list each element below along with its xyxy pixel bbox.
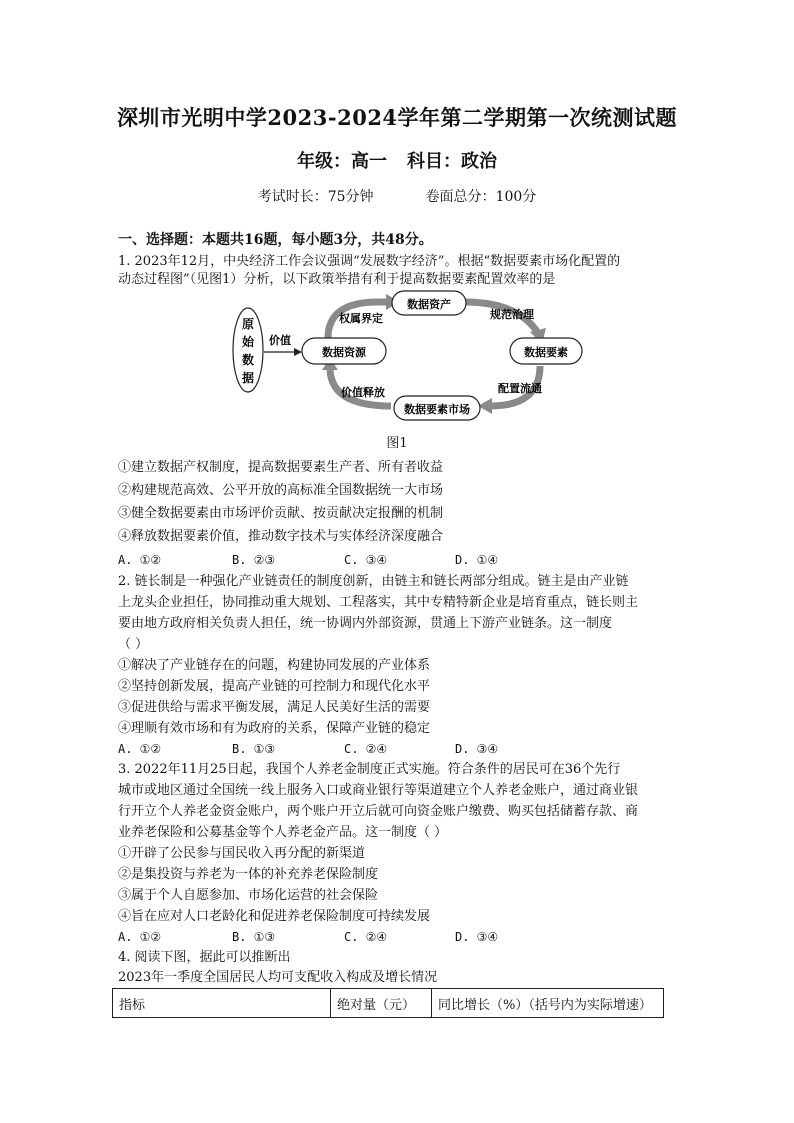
table-header-row	[113, 989, 664, 1018]
q3-stem-line: 3. 2022年11月25日起，我国个人养老金制度正式实施。符合条件的居民可在36个先行	[118, 762, 621, 777]
q3-statement: ③属于个人自愿参加、市场化运营的社会保险	[118, 888, 379, 903]
q3-option-b: B. ①③	[232, 930, 276, 944]
edge-circulation: 配置流通	[498, 382, 542, 395]
q2-answer-blank: （ ）	[118, 637, 149, 652]
subject-label: 科目：政治	[407, 151, 497, 172]
edge-governance: 规范治理	[490, 308, 534, 321]
q3-stem-line: 行开立个人养老金资金账户，两个账户开立后就可向资金账户缴费、购买包括储蓄存款、商	[118, 804, 639, 819]
duration-label: 考试时长：75分钟	[257, 189, 374, 205]
q4-stem: 4. 阅读下图，据此可以推断出	[118, 950, 291, 965]
q1-option-b: B. ②③	[232, 553, 276, 567]
svg-text:数: 数	[241, 353, 255, 367]
q1-statement: ④释放数据要素价值，推动数字技术与实体经济深度融合	[118, 529, 444, 544]
q2-stem-line: 2. 链长制是一种强化产业链责任的制度创新，由链主和链长两部分组成。链主是由产业链	[118, 574, 629, 589]
q1-option-c: C. ③④	[344, 553, 388, 567]
q3-statement: ①开辟了公民参与国民收入再分配的新渠道	[118, 846, 366, 861]
q1-stem-line: 动态过程图”（见图1）分析，以下政策举措有利于提高数据要素配置效率的是	[118, 272, 556, 287]
value-label: 价值	[269, 334, 291, 347]
node-data-element: 数据要素	[524, 346, 568, 359]
figure-caption: 图1	[386, 436, 408, 451]
q1-statement: ①建立数据产权制度，提高数据要素生产者、所有者收益	[118, 460, 444, 475]
grade-label: 年级：高一	[297, 151, 387, 172]
grade-subject-line	[0, 147, 794, 173]
q2-statement: ④理顺有效市场和有为政府的关系，保障产业链的稳定	[118, 721, 431, 736]
q3-option-a: A. ①②	[118, 930, 162, 944]
exam-meta-line	[0, 186, 794, 206]
q3-stem-line: 城市或地区通过全国统一线上服务入口或商业银行等渠道建立个人养老金账户，通过商业银	[118, 783, 639, 798]
node-data-asset: 数据资产	[407, 298, 451, 311]
q2-statement: ①解决了产业链存在的问题，构建协同发展的产业体系	[118, 658, 431, 673]
q1-stem-line: 1. 2023年12月，中央经济工作会议强调“发展数字经济”。根据“数据要素市场化配置的	[118, 254, 621, 269]
q2-option-d: D. ③④	[455, 742, 499, 756]
table-header-cell: 同比增长（%）（括号内为实际增速）	[432, 989, 664, 1018]
q3-option-c: C. ②④	[344, 930, 388, 944]
q3-option-d: D. ③④	[455, 930, 499, 944]
q3-statement: ②是集投资与养老为一体的补充养老保险制度	[118, 867, 379, 882]
node-data-resource: 数据资源	[322, 346, 366, 359]
q4-table-title: 2023年一季度全国居民人均可支配收入构成及增长情况	[118, 970, 438, 985]
q2-stem-line: 上龙头企业担任，协同推动重大规划、工程落实，其中专精特新企业是培育重点，链长则主	[118, 595, 639, 610]
q1-statement: ②构建规范高效、公平开放的高标准全国数据统一大市场	[118, 483, 444, 498]
table-header-cell: 指标	[113, 989, 331, 1018]
edge-rights: 权属界定	[339, 312, 383, 325]
q3-statement: ④旨在应对人口老龄化和促进养老保险制度可持续发展	[118, 909, 431, 924]
section-heading: 一、选择题：本题共16题，每小题3分，共48分。	[118, 232, 433, 248]
q2-option-a: A. ①②	[118, 742, 162, 756]
svg-text:据: 据	[241, 371, 255, 385]
q1-option-d: D. ①④	[455, 553, 499, 567]
raw-data-label: 原	[241, 317, 255, 331]
total-score-label: 卷面总分：100分	[425, 189, 537, 205]
q4-income-table	[112, 988, 664, 1018]
q1-statement: ③健全数据要素由市场评价贡献、按贡献决定报酬的机制	[118, 506, 444, 521]
node-data-market: 数据要素市场	[404, 403, 470, 416]
q1-figure-diagram	[228, 288, 598, 428]
q1-option-a: A. ①②	[118, 553, 162, 567]
q2-statement: ③促进供给与需求平衡发展，满足人民美好生活的需要	[118, 700, 431, 715]
q2-option-c: C. ②④	[344, 742, 388, 756]
q2-stem-line: 要由地方政府相关负责人担任，统一协调内外部资源，贯通上下游产业链条。这一制度	[118, 616, 613, 631]
q2-option-b: B. ①③	[232, 742, 276, 756]
svg-text:始: 始	[241, 335, 255, 349]
exam-title: 深圳市光明中学2023-2024学年第二学期第一次统测试题	[116, 105, 678, 130]
edge-release: 价值释放	[341, 386, 385, 399]
q2-statement: ②坚持创新发展，提高产业链的可控制力和现代化水平	[118, 679, 431, 694]
q3-stem-line: 业养老保险和公募基金等个人养老金产品。这一制度（ ）	[118, 825, 448, 840]
table-header-cell: 绝对量（元）	[331, 989, 432, 1018]
